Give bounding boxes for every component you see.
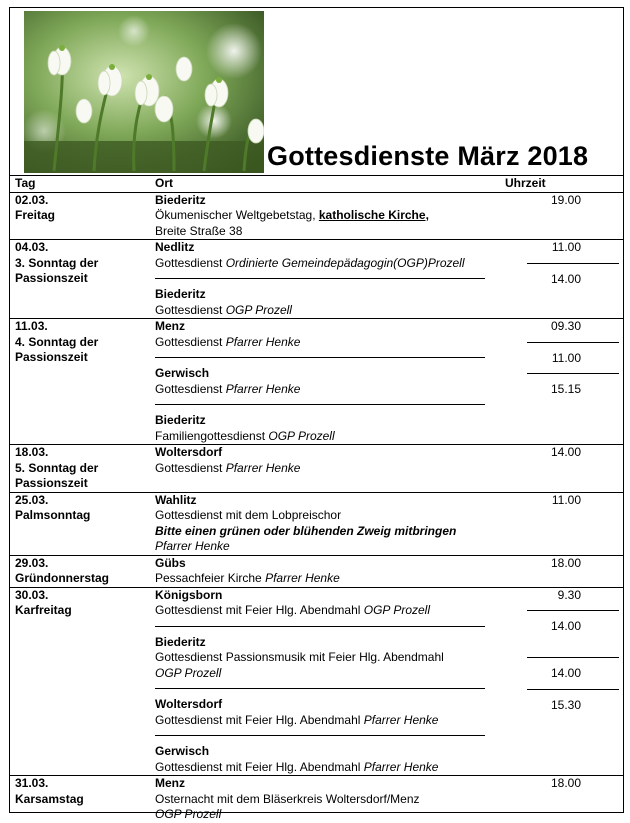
place-cell: Menz Osternacht mit dem Bläserkreis Woltersdorf/Menz OGP Prozell — [150, 776, 505, 823]
table-row — [10, 192, 623, 240]
day-cell: 04.03. 3. Sonntag der Passionszeit — [10, 240, 150, 319]
day-cell: 11.03. 4. Sonntag der Passionszeit — [10, 319, 150, 445]
table-row — [10, 445, 623, 493]
table-row — [10, 587, 623, 776]
table-row — [10, 555, 623, 587]
place-cell: Biederitz Ökumenischer Weltgebetstag, katholische Kirche, Breite Straße 38 — [150, 192, 505, 240]
table-row — [10, 319, 623, 445]
column-header-ort: Ort — [150, 176, 505, 193]
time-cell: 9.30 14.00 14.00 15.30 — [505, 587, 623, 776]
place-cell: Königsborn Gottesdienst mit Feier Hlg. Abendmahl OGP Prozell Biederitz Gottesdienst Passionsmusik mit Feier Hlg. Abendmahl OGP Prozell Woltersdorf Gottesdienst mit Feier Hlg. Abendmahl Pfarrer Henke Gerwisch Gottesdienst mit Feier Hlg. Abendmahl Pfarrer Henke — [150, 587, 505, 776]
time-cell: 14.00 — [505, 445, 623, 493]
time-cell: 18.00 — [505, 555, 623, 587]
day-cell: 30.03. Karfreitag — [10, 587, 150, 776]
snowdrops-photo — [24, 11, 264, 173]
place-cell: Gübs Pessachfeier Kirche Pfarrer Henke — [150, 555, 505, 587]
day-cell: 31.03. Karsamstag — [10, 776, 150, 823]
column-header-uhrzeit: Uhrzeit — [505, 176, 623, 193]
day-cell: 18.03. 5. Sonntag der Passionszeit — [10, 445, 150, 493]
time-cell: 11.00 14.00 — [505, 240, 623, 319]
place-cell: Wahlitz Gottesdienst mit dem Lobpreischor Bitte einen grünen oder blühenden Zweig mitbringen Pfarrer Henke — [150, 492, 505, 555]
time-cell: 11.00 — [505, 492, 623, 555]
table-row — [10, 776, 623, 823]
column-header-tag: Tag — [10, 176, 150, 193]
place-cell: Nedlitz Gottesdienst Ordinierte Gemeindepädagogin(OGP)Prozell Biederitz Gottesdienst OGP Prozell — [150, 240, 505, 319]
day-cell: 25.03. Palmsonntag — [10, 492, 150, 555]
schedule-table — [10, 175, 623, 823]
day-cell: 29.03. Gründonnerstag — [10, 555, 150, 587]
table-row — [10, 492, 623, 555]
page-title: Gottesdienste März 2018 — [267, 141, 589, 171]
table-row — [10, 240, 623, 319]
time-cell: 19.00 — [505, 192, 623, 240]
place-cell: Menz Gottesdienst Pfarrer Henke Gerwisch Gottesdienst Pfarrer Henke Biederitz Familiengottesdienst OGP Prozell — [150, 319, 505, 445]
table-header — [10, 176, 623, 193]
time-cell: 09.30 11.00 15.15 — [505, 319, 623, 445]
day-cell: 02.03. Freitag — [10, 192, 150, 240]
place-cell: Woltersdorf Gottesdienst Pfarrer Henke — [150, 445, 505, 493]
time-cell: 18.00 — [505, 776, 623, 823]
schedule-page — [9, 7, 624, 821]
